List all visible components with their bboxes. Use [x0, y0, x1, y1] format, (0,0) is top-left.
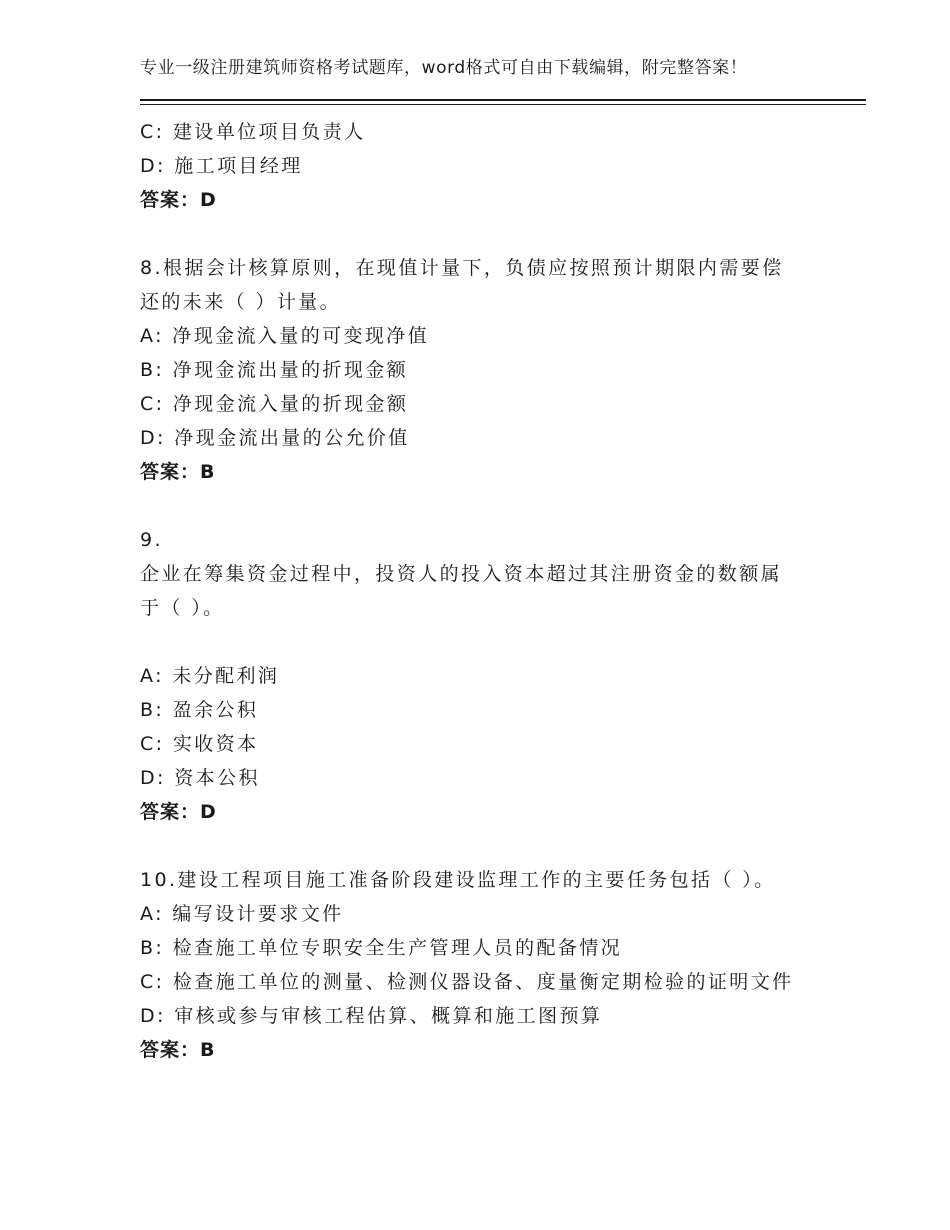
option-d: D: 审核或参与审核工程估算、概算和施工图预算 — [140, 1005, 603, 1027]
answer-label: 答案：D — [140, 801, 217, 823]
question-7-tail — [140, 115, 840, 217]
option-a: A: 编写设计要求文件 — [140, 903, 344, 925]
question-10 — [140, 863, 840, 1067]
header-rule-thick — [140, 99, 866, 101]
header-rule-thin — [140, 104, 866, 105]
question-stem-continued: 还的未来（ ）计量。 — [140, 291, 342, 313]
option-a: A: 未分配利润 — [140, 665, 280, 687]
question-8 — [140, 251, 840, 489]
question-stem: 8.根据会计核算原则，在现值计量下，负债应按照预计期限内需要偿 — [140, 257, 784, 279]
question-content — [140, 115, 840, 1067]
page-header: 专业一级注册建筑师资格考试题库，word格式可自由下载编辑，附完整答案！ — [140, 58, 748, 78]
option-c: C: 净现金流入量的折现金额 — [140, 393, 409, 415]
option-d: D: 净现金流出量的公允价值 — [140, 427, 410, 449]
option-b: B: 盈余公积 — [140, 699, 259, 721]
option-a: A: 净现金流入量的可变现净值 — [140, 325, 430, 347]
option-b: B: 检查施工单位专职安全生产管理人员的配备情况 — [140, 937, 623, 959]
option-d: D: 资本公积 — [140, 767, 260, 789]
answer-label: 答案：D — [140, 189, 217, 211]
option-c: C: 检查施工单位的测量、检测仪器设备、度量衡定期检验的证明文件 — [140, 971, 794, 993]
question-stem-continued: 于（ ）。 — [140, 597, 225, 619]
option-b: B: 净现金流出量的折现金额 — [140, 359, 409, 381]
answer-label: 答案：B — [140, 1039, 216, 1061]
option-c: C: 实收资本 — [140, 733, 259, 755]
question-stem: 10.建设工程项目施工准备阶段建设监理工作的主要任务包括（ ）。 — [140, 869, 776, 891]
option-d: D: 施工项目经理 — [140, 155, 303, 177]
question-9 — [140, 523, 840, 829]
answer-label: 答案：B — [140, 461, 216, 483]
option-c: C: 建设单位项目负责人 — [140, 121, 366, 143]
question-number: 9. — [140, 529, 163, 551]
question-stem: 企业在筹集资金过程中，投资人的投入资本超过其注册资金的数额属 — [140, 563, 783, 585]
